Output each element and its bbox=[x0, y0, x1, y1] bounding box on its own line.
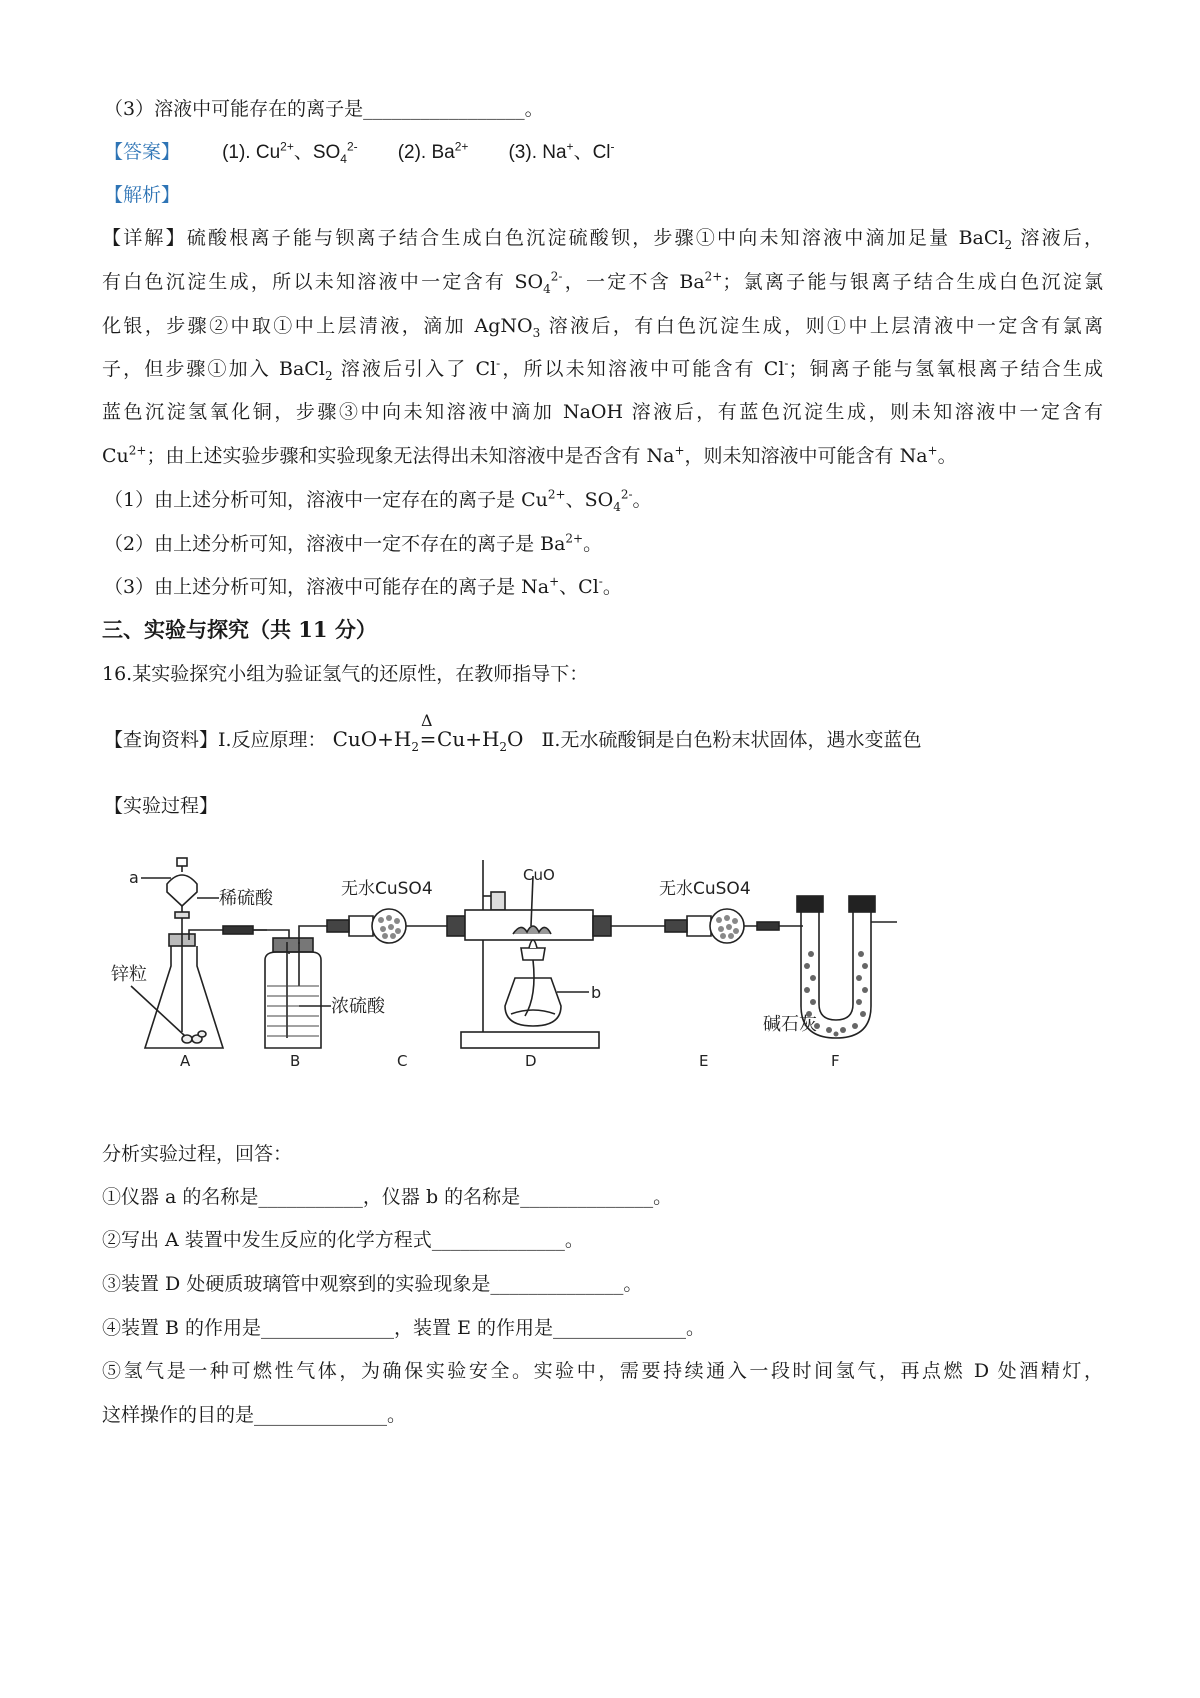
label-letter-b: B bbox=[290, 1052, 301, 1070]
conical-flask bbox=[145, 930, 267, 1048]
heat-equals-sign: Δ = bbox=[419, 725, 437, 753]
detail-line-1: 【详解】硫酸根离子能与钡离子结合生成白色沉淀硫酸钡，步骤①中向未知溶液中滴加足量 BaCl$_2$ 溶液后， bbox=[102, 227, 1103, 252]
question-5-line-2: 这样操作的目的是______________。 bbox=[102, 1404, 407, 1426]
label-zinc: 锌粒 bbox=[111, 964, 147, 985]
label-dilute-acid: 稀硫酸 bbox=[219, 888, 273, 909]
answer-blank: ______________ bbox=[553, 1317, 686, 1339]
answer-item-3: (3). Na+、Cl- bbox=[508, 139, 615, 163]
label-b: b bbox=[591, 983, 602, 1002]
pointer-zinc bbox=[131, 986, 185, 1036]
question-3-text: （3）溶液中可能存在的离子是 bbox=[104, 98, 364, 120]
label-letter-c: C bbox=[397, 1052, 408, 1070]
answer-blank: ______________ bbox=[431, 1229, 565, 1251]
analysis-label: 【解析】 bbox=[104, 184, 181, 206]
answer-item-1: (1). $Cu^{2+}$、$SO_4^{2-}$ bbox=[222, 139, 358, 166]
label-soda-lime: 碱石灰 bbox=[763, 1014, 817, 1035]
label-letter-e: E bbox=[699, 1052, 709, 1070]
answer-blank: _________________ bbox=[363, 98, 525, 120]
label-letter-a: A bbox=[180, 1052, 191, 1070]
label-anhydrous-e: 无水CuSO4 bbox=[659, 879, 751, 899]
detail-line-5: 蓝色沉淀氢氧化铜，步骤③中向未知溶液中滴加 NaOH 溶液后，有蓝色沉淀生成，则未知溶液中一定含有 bbox=[102, 401, 1103, 423]
wash-bottle bbox=[265, 926, 327, 1048]
section-3-title: 三、实验与探究（共 11 分） bbox=[102, 617, 377, 642]
detail-line-4: 子，但步骤①加入 BaCl$_2$ 溶液后引入了 Cl-，所以未知溶液中可能含有 Cl-；铜离子能与氢氧根离子结合生成 bbox=[102, 356, 1103, 383]
process-label: 【实验过程】 bbox=[104, 795, 219, 817]
answer-blank: ___________ bbox=[258, 1186, 363, 1208]
answer-item-2: (2). $Ba^{2+}$ bbox=[397, 139, 469, 163]
detail-line-2: 有白色沉淀生成，所以未知溶液中一定含有 $SO_4^{2-}$，一定不含 $Ba^{2+}$；氯离子能与银离子结合生成白色沉淀氯 bbox=[102, 269, 1103, 296]
drying-tube-e bbox=[611, 909, 779, 943]
label-anhydrous-c: 无水CuSO4 bbox=[341, 879, 433, 899]
query-line bbox=[104, 711, 922, 754]
conclusion-1: （1）由上述分析可知，溶液中一定存在的离子是 $Cu^{2+}$、$SO_4^{2-}$。 bbox=[104, 487, 652, 514]
answer-blank: ______________ bbox=[520, 1186, 654, 1208]
question-16-intro: 16.某实验探究小组为验证氢气的还原性，在教师指导下： bbox=[102, 663, 589, 685]
answer-blank: ______________ bbox=[261, 1317, 395, 1339]
label-conc-acid: 浓硫酸 bbox=[331, 996, 385, 1017]
separatory-funnel bbox=[167, 858, 197, 934]
label-letter-d: D bbox=[525, 1052, 537, 1070]
answer-blank: ______________ bbox=[254, 1404, 388, 1426]
rubber-tube bbox=[223, 926, 253, 934]
query-part-2: Ⅱ.无水硫酸铜是白色粉末状固体，遇水变蓝色 bbox=[541, 729, 922, 751]
detail-line-6: $Cu^{2+}$；由上述实验步骤和实验现象无法得出未知溶液中是否含有 Na+，则未知溶液中可能含有 Na+。 bbox=[102, 443, 957, 467]
delta-symbol: Δ bbox=[421, 711, 433, 730]
answer-blank: ______________ bbox=[490, 1273, 624, 1295]
conclusion-3: （3）由上述分析可知，溶液中可能存在的离子是 Na+、Cl-。 bbox=[104, 574, 622, 598]
questions-intro: 分析实验过程，回答： bbox=[102, 1143, 293, 1165]
reaction-equation: $CuO+H_2$ Δ $=Cu+H_2O$ bbox=[333, 727, 524, 751]
question-1: ①仪器 a 的名称是___________，仪器 b 的名称是______________。 bbox=[102, 1186, 673, 1208]
answer-label: 【答案】 bbox=[104, 141, 181, 163]
label-a: a bbox=[129, 868, 139, 887]
apparatus-diagram bbox=[111, 856, 1007, 1096]
question-2: ②写出 A 装置中发生反应的化学方程式______________。 bbox=[102, 1229, 584, 1251]
hard-glass-tube bbox=[447, 876, 611, 940]
iron-stand bbox=[461, 860, 602, 1048]
detail-line-3: 化银，步骤②中取①中上层清液，滴加 AgNO$_3$ 溶液后，有白色沉淀生成，则①中上层清液中一定含有氯离 bbox=[102, 315, 1103, 340]
drying-tube-c bbox=[327, 909, 447, 943]
conclusion-2: （2）由上述分析可知，溶液中一定不存在的离子是 $Ba^{2+}$。 bbox=[104, 531, 603, 555]
label-letter-f: F bbox=[831, 1052, 840, 1070]
question-3-line: （3）溶液中可能存在的离子是_________________。 bbox=[104, 98, 544, 120]
question-4: ④装置 B 的作用是______________，装置 E 的作用是______________。 bbox=[102, 1317, 706, 1339]
answer-line bbox=[104, 138, 615, 167]
label-cuo: CuO bbox=[523, 866, 555, 884]
question-5-line-1: ⑤氢气是一种可燃性气体，为确保实验安全。实验中，需要持续通入一段时间氢气，再点燃 D 处酒精灯， bbox=[102, 1360, 1103, 1382]
query-label: 【查询资料】Ⅰ.反应原理： bbox=[104, 729, 327, 751]
alcohol-lamp bbox=[505, 940, 561, 1026]
question-3: ③装置 D 处硬质玻璃管中观察到的实验现象是______________。 bbox=[102, 1273, 643, 1295]
